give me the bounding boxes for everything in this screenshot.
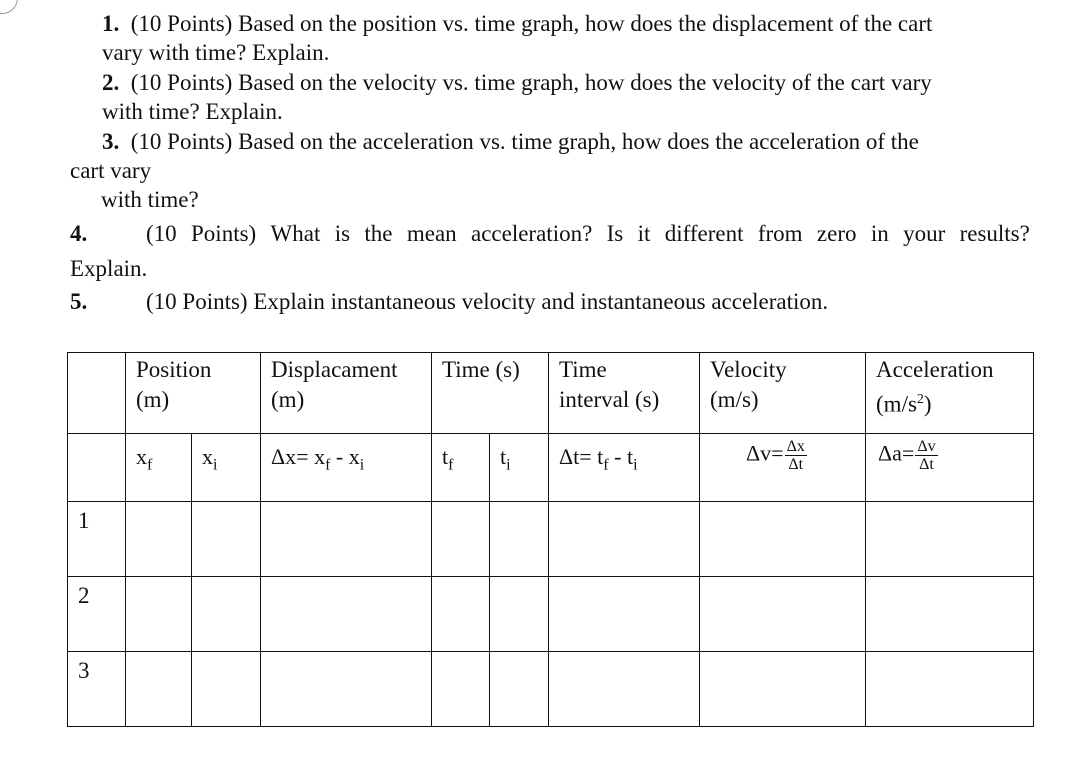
question-4-word: in (870, 221, 889, 246)
da-lhs: Δa= (878, 440, 915, 466)
row-number: 1 (78, 508, 90, 533)
table-cell[interactable] (866, 502, 1034, 577)
question-1-number: 1. (102, 11, 120, 36)
tf-symbol: t (442, 444, 449, 469)
table-row (68, 502, 1034, 577)
table-cell[interactable] (866, 652, 1034, 727)
header-displacement-label: Displacament (271, 357, 398, 382)
header-displacement-unit: (m) (271, 387, 305, 412)
table-cell[interactable] (700, 577, 866, 652)
subheader-delta-a (866, 434, 1034, 502)
question-1-line-1 (102, 10, 932, 38)
question-4-word: Points) (191, 221, 257, 246)
question-3-line-1 (102, 128, 919, 156)
header-velocity-label: Velocity (710, 357, 787, 382)
acceleration-unit-base: (m/s (876, 391, 917, 417)
question-2-text: (10 Points) Based on the velocity vs. time graph, how does the velocity of the cart vary (130, 70, 932, 95)
table-cell[interactable] (192, 502, 261, 577)
table-header-row (68, 353, 1034, 434)
question-2-number: 2. (102, 70, 120, 95)
question-1-line-2: vary with time? Explain. (102, 40, 330, 65)
question-5-text: (10 Points) Explain instantaneous velocity and instantaneous acceleration. (146, 289, 829, 314)
dt-sub-f: f (603, 456, 609, 474)
question-2-line-2: with time? Explain. (102, 99, 283, 124)
header-acceleration-label: Acceleration (876, 357, 994, 382)
header-velocity (700, 353, 866, 434)
table-cell[interactable] (126, 652, 192, 727)
question-3-line-2: cart vary (70, 158, 152, 183)
table-row (68, 652, 1034, 727)
ti-symbol: t (500, 444, 507, 469)
table-subheader-row (68, 434, 1034, 502)
question-4-word: the (364, 221, 393, 246)
da-numerator: Δv (917, 438, 936, 455)
dx-lhs: Δx= x (271, 444, 326, 469)
question-4-word: (10 (146, 221, 177, 246)
dt-sub-i: i (633, 456, 638, 474)
subheader-blank-cell (68, 434, 126, 502)
table-cell[interactable] (432, 652, 490, 727)
subheader-xf (126, 434, 192, 502)
header-interval-label: Time (559, 357, 607, 382)
table-cell[interactable] (549, 502, 700, 577)
dt-lhs: Δt= t (559, 444, 604, 469)
table-cell[interactable] (490, 502, 549, 577)
acceleration-unit-close: ) (923, 391, 932, 417)
question-4-line-2: Explain. (70, 256, 148, 281)
dv-fraction (785, 438, 807, 473)
row-number-cell (68, 577, 126, 652)
acceleration-unit-exponent: 2 (916, 392, 924, 407)
dt-minus: - t (608, 444, 634, 469)
header-velocity-unit: (m/s) (710, 387, 759, 412)
kinematics-data-table (67, 352, 1034, 727)
question-4-word: What (270, 221, 321, 246)
question-4-line-1 (146, 220, 1030, 248)
table-cell[interactable] (126, 502, 192, 577)
question-4-word: mean (406, 221, 457, 246)
dx-sub-i: i (359, 456, 365, 474)
question-4-word: Is (606, 221, 624, 246)
header-position-unit: (m) (136, 387, 170, 412)
dv-denominator: Δt (788, 456, 804, 473)
question-4-word: your (903, 221, 946, 246)
subheader-ti (490, 434, 549, 502)
da-denominator: Δt (919, 456, 934, 473)
row-number: 2 (78, 583, 90, 608)
table-cell[interactable] (261, 652, 432, 727)
table-cell[interactable] (549, 577, 700, 652)
header-time-label: Time (s) (442, 357, 520, 382)
subheader-delta-x (261, 434, 432, 502)
question-3-text: (10 Points) Based on the acceleration vs. time graph, how does the acceleration of the (130, 129, 919, 154)
table-cell[interactable] (866, 577, 1034, 652)
header-time (432, 353, 549, 434)
question-4-word: zero (816, 221, 857, 246)
table-cell[interactable] (700, 502, 866, 577)
question-4-word: results? (959, 221, 1030, 246)
table-cell[interactable] (549, 652, 700, 727)
xf-symbol: x (136, 444, 147, 469)
subheader-tf (432, 434, 490, 502)
subheader-delta-t (549, 434, 700, 502)
subheader-xi (192, 434, 261, 502)
header-position-label: Position (136, 357, 212, 382)
header-interval-unit: interval (s) (559, 387, 660, 412)
question-1-text: (10 Points) Based on the position vs. time graph, how does the displacement of the cart (130, 11, 933, 36)
row-number: 3 (78, 658, 90, 683)
question-2-line-1 (102, 69, 932, 97)
row-number-cell (68, 652, 126, 727)
table-cell[interactable] (432, 502, 490, 577)
table-cell[interactable] (700, 652, 866, 727)
table-cell[interactable] (192, 652, 261, 727)
question-3-line-3: with time? (101, 187, 199, 212)
dv-lhs: Δv= (746, 440, 784, 466)
table-row (68, 577, 1034, 652)
header-acceleration (866, 353, 1034, 434)
subheader-delta-v (700, 434, 866, 502)
question-4-word: acceleration? (471, 221, 593, 246)
header-position (126, 353, 261, 434)
xf-subscript: f (147, 456, 153, 474)
header-time-interval (549, 353, 700, 434)
question-4-word: is (334, 221, 351, 246)
dx-sub-f: f (325, 456, 331, 474)
question-3-number: 3. (102, 129, 120, 154)
table-cell[interactable] (192, 577, 261, 652)
row-number-cell (68, 502, 126, 577)
table-cell[interactable] (490, 652, 549, 727)
table-cell[interactable] (126, 577, 192, 652)
table-cell[interactable] (490, 577, 549, 652)
question-5-number: 5. (70, 289, 88, 314)
page-corner-decoration (0, 0, 18, 14)
table-cell[interactable] (432, 577, 490, 652)
dv-numerator: Δx (786, 438, 805, 455)
table-cell[interactable] (261, 502, 432, 577)
tf-subscript: f (448, 456, 454, 474)
header-blank-cell (68, 353, 126, 434)
question-4-word: different (664, 221, 744, 246)
xi-subscript: i (213, 456, 218, 474)
dx-minus: - x (330, 444, 360, 469)
header-acceleration-unit (876, 385, 1023, 420)
question-4-word: from (757, 221, 803, 246)
question-4-word: it (637, 221, 651, 246)
ti-subscript: i (506, 456, 511, 474)
xi-symbol: x (202, 444, 213, 469)
header-displacement (261, 353, 432, 434)
question-4-number: 4. (70, 221, 88, 246)
table-cell[interactable] (261, 577, 432, 652)
da-fraction (915, 438, 937, 473)
